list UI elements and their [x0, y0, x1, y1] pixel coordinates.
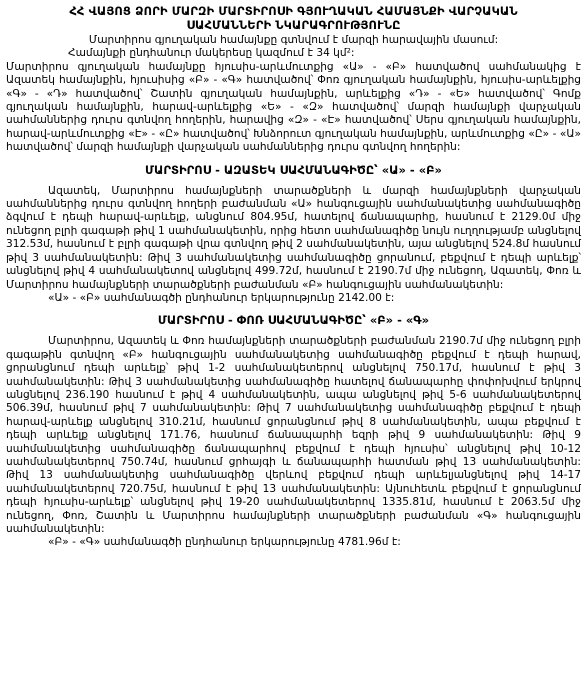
section-1-paragraph: Ազատեկ, Մարտիրոս համայնքների տարածքների և մարզի համայնքների վարչական սահմաններից դուրս գտնվող հողերի բաժանման «Ա» հանգուցային սահմանակետից սահմանագիծը ձգվում է դեպի հարավ-արևելք, անցնում 804.95մ, հատելով ճանապարհը, հասնում է 2129.0մ միջ ունեցող բլրի գագաթի թիվ 1 սահմանակետին, որից հետո սահմանագիծը նույն ուղղությամբ անցնելով 312.53մ, հասնում է բլրի գագաթի վրա գտնվող թիվ 2 սահմանակետին, այա անցնելով 524.8մ հասնում թիվ 3 սահմանակետին: Թիվ 3 սահմանակետից սահմանագիծը ցորանում, բեքվում է դեպի արևելք՝ անցնելով թիվ 4 սահմանակետով անցնելով 499.72մ, հասնում է 2190.7մ միջ ունեցող, Ազատեկ, Փոռ և Մարտիրոս համայնքների տարածքների բաժանման «Բ» հանգուցային սահմանակետին: [6, 184, 581, 291]
section-1-heading: ՄԱՐՏԻՐՈՍ - ԱԶԱՏԵԿ ՍԱՀՄԱՆԱԳԻԾԸ՝ «Ա» - «Բ» [145, 162, 442, 177]
intro-line: Մարտիրոս գյուղական համայնքը գտնվում է մարզի հարավային մասում: [88, 34, 499, 46]
intro-paragraph: Մարտիրոս գյուղական համայնքը հյուսիս-արևմուտքից «Ա» - «Բ» հատվածով սահմանակից է Ազատեկ համայնքին, հյուսիսից «Բ» - «Գ» հատվածով՝ Փոռ գյուղական համայնքին, հյուսիս-արևելքից «Գ» - «Դ» հատվածով՝ Շատին գյուղական համայնքին, արևելքից «Դ» - «Ե» հատվածով՝ Գոմք գյուղական համայնքին, հարավ-արևելքից «Ե» - «Զ» հատվածով՝ մարզի համայնքի վարչական սահմաններից դուրս գտնվող հողերին, հարավից «Զ» - «Է» հատվածով՝ Սերս գյուղական համայնքին, հարավ-արևմուտքից «Է» - «Ը» հատվածով՝ Խնձորուտ գյուղական համայնքին, արևմուտքից «Ը» - «Ա» հատվածով՝ մարզի համայնքի վարչական սահմաններից դուրս գտնվող հողերին: [6, 60, 581, 154]
document-title-line-2: ՍԱՀՄԱՆՆԵՐԻ ՆԿԱՐԱԳՐՈՒԹՅՈՒՆԸ [186, 18, 401, 32]
section-2-heading: ՄԱՐՏԻՐՈՍ - ՓՈՌ ՍԱՀՄԱՆԱԳԻԾԸ՝ «Բ» - «Գ» [157, 313, 430, 328]
section-1-length: «Ա» - «Բ» սահմանագծի ընդհանուր երկարությունը 2142.00 է: [48, 291, 395, 304]
section-2-length: «Բ» - «Գ» սահմանագծի ընդհանուր երկարությունը 4781.96մ է: [48, 536, 401, 549]
area-line: Համայնքի ընդհանուր մակերեսը կազմում է 34 կմ²: [68, 47, 355, 60]
document-title-line-1: ՀՀ ՎԱՅՈՑ ՁՈՐԻ ՄԱՐԶԻ ՄԱՐՏԻՐՈՍԻ ԳՅՈՒՂԱԿԱՆ ՀԱՄԱՅՆՔԻ ՎԱՐՉԱԿԱՆ [69, 4, 518, 18]
section-2-paragraph: Մարտիրոս, Ազատեկ և Փոռ համայնքների տարածքների բաժանման 2190.7մ միջ ունեցող բլրի գագաթին գտնվող «Բ» հանգուցային սահմանակետից սահմանագիծը բեքվում է դեպի հարավ, ցորանցնում դեպի արևելք՝ թիվ 1-2 սահմանակետերով անցնելով 750.17մ, հասնում է թիվ 3 սահմանակետին: Թիվ 3 սահմանակետից սահմանագիծը հատելով ճանապարհը փոփոխվում երկրով անցնելով 236.190 հասնում է թիվ 4 սահմանակետին, ապա անցնելով թիվ 5-6 սահմանակետերով 506.39մ, հասնում թիվ 7 սահմանակետին: Թիվ 7 սահմանակետից սահմանագիծը բեքվում է դեպի հարավ-արևելք անցնելով 310.21մ, հասնում ցորանցնում թիվ 8 սահմանակետին, ապա բեքվում է դեպի արևելք անցնելով 171.76, հասնում ճանապարհի եզրի թիվ 9 սահմանակետին: Թիվ 9 սահմանակետից սահմանագիծը ճանապարհով բեքվում է դեպի հյուսիս՝ անցնելով թիվ 10-12 սահմանակետերով 750.74մ, հասնում ցրհայգի և ճանապարհի հատման թիվ 13 սահմանակետին: Թիվ 13 սահմանակետից սահմանագիծը վերևով բեքվում դեպի արևելյանցնելով թիվ 14-17 սահմանակետերով 720.75մ, հասնում է թիվ 13 սահմանակետին: Այնուհետև բեքվում է ցորանցնում դեպի հյուսիս-արևելք՝ անցնելով թիվ 19-20 սահմանակետերով 1335.81մ, հասնում է 2063.5մ միջ ունեցող, Փոռ, Շատին և Մարտիրոս համայնքների տարածքների բաժանման «Գ» հանգուցային սահմանակետին: [6, 335, 581, 535]
